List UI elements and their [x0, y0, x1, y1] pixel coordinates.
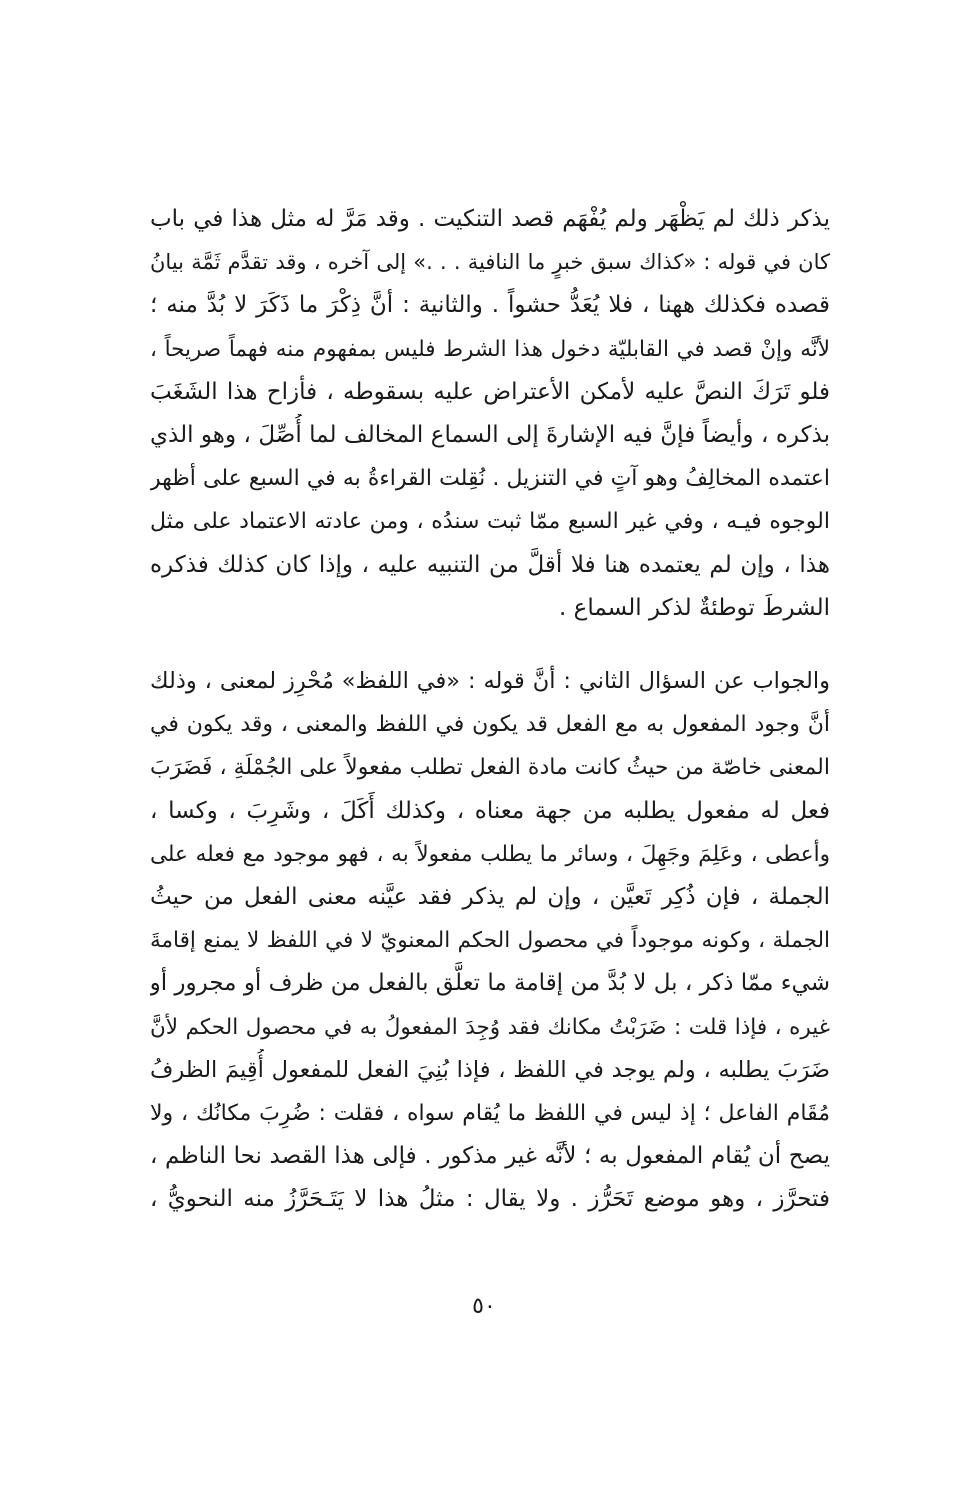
- text-line: يذكر ذلك لم يَظْهَر ولم يُفْهَم قصد التنكيت . وقد مَرَّ له مثل هذا في باب: [150, 206, 830, 232]
- text-line: بذكره ، وأيضاً فإنَّ فيه الإشارةَ إلى السماع المخالف لما أُصِّلَ ، وهو الذي: [150, 421, 830, 448]
- paragraph-2: [150, 660, 830, 1221]
- page-number: ٥٠: [472, 1294, 496, 1319]
- text-line: المعنى خاصّة من حيثُ كانت مادة الفعل تطلب مفعولاً على الجُمْلَةِ ، فَضَرَبَ: [150, 755, 830, 781]
- text-line: هذا ، وإن لم يعتمده هنا فلا أقلَّ من التنبيه عليه ، وإذا كان كذلك فذكره: [150, 551, 830, 578]
- text-line: والجواب عن السؤال الثاني : أنَّ قوله : «في اللفظ» مُحْرِز لمعنى ، وذلك: [150, 668, 830, 694]
- text-line: الشرطَ توطئةٌ لذكر السماع .: [559, 594, 830, 621]
- text-line: الجملة ، فإن ذُكِر تَعيَّن ، وإن لم يذكر فقد عيَّنه معنى الفعل من حيثُ: [150, 883, 830, 910]
- text-line: وأعطى ، وعَلِمَ وجَهِلَ ، وسائر ما يطلب مفعولاً به ، فهو موجود مع فعله على: [150, 841, 830, 867]
- text-line: فعل له مفعول يطلبه من جهة معناه ، وكذلك أَكَلَ ، وشَرِبَ ، وكسا ،: [150, 797, 830, 824]
- text-line: فلو تَرَكَ النصَّ عليه لأمكن الأعتراض عليه بسقوطه ، فأزاح هذا الشَغَبَ: [150, 378, 830, 405]
- text-line: اعتمده المخالِفُ وهو آتٍ في التنزيل . نُقِلت القراءةُ به في السبع على أظهر: [150, 466, 830, 492]
- text-line: الوجوه فيـه ، وفي غير السبع ممّا ثبت سندُه ، ومن عادته الاعتماد على مثل: [150, 509, 830, 535]
- text-line: الجملة ، وكونه موجوداً في محصول الحكم المعنويّ لا في اللفظ لا يمنع إقامةَ: [150, 928, 830, 954]
- text-line: قصده فكذلك ههنا ، فلا يُعَدُّ حشواً . والثانية : أنَّ ذِكْرَ ما ذَكَرَ لا بُدَّ منه ؛: [150, 292, 830, 319]
- text-line: يصح أن يُقام المفعول به ؛ لأنَّه غير مذكور . فإلى هذا القصد نحا الناظم ،: [150, 1143, 830, 1170]
- text-line: مُقَام الفاعل ؛ إذ ليس في اللفظ ما يُقام سواه ، فقلت : ضُرِبَ مكانُك ، ولا: [150, 1100, 830, 1126]
- text-line: فتحرَّز ، وهو موضع تَحَرُّز . ولا يقال : مثلُ هذا لا يَتَـحَرَّزُ منه النحويُّ ،: [150, 1186, 830, 1213]
- text-line: أنَّ وجود المفعول به مع الفعل قد يكون في اللفظ والمعنى ، وقد يكون في: [150, 712, 830, 738]
- text-line: ضَرَبَ يطلبه ، ولم يوجد في اللفظ ، فإذا بُنِيَ الفعل للمفعول أُقِيمَ الظرفُ: [150, 1056, 830, 1083]
- text-line: غيره ، فإذا قلت : ضَرَبْتُ مكانك فقد وُجِدَ المفعولُ به في محصول الحكم لأنَّ: [150, 1014, 830, 1040]
- text-line: شيء ممّا ذكر ، بل لا بُدَّ من إقامة ما تعلَّق بالفعل من ظرف أو مجرور أو: [150, 970, 830, 997]
- paragraph-1: [150, 198, 830, 630]
- text-line: لأنَّه وإنْ قصد في القابليّة دخول هذا الشرط فليس بمفهوم منه فهماً صريحاً ،: [150, 336, 830, 362]
- text-line: كان في قوله : «كذاك سبق خبرٍ ما النافية . . .» إلى آخره ، وقد تقدَّم ثَمَّة بيانُ: [150, 250, 830, 275]
